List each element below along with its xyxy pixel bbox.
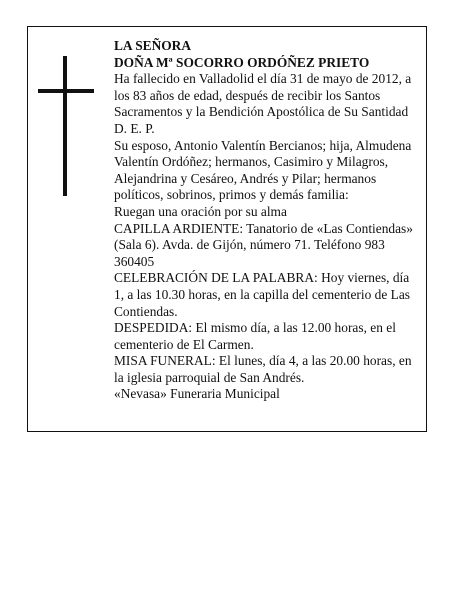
death-announcement: Ha fallecido en Valladolid el día 31 de mayo de 2012, a los 83 años de edad, después de recibir los Santos Sacramentos y la Bendición Apostólica de Su Santidad D. E. P.	[114, 71, 412, 136]
obituary-text	[114, 38, 422, 403]
cross-horizontal-bar	[38, 89, 94, 93]
funeral-mass-info: MISA FUNERAL: El lunes, día 4, a las 20.00 horas, en la iglesia parroquial de San Andrés.	[114, 353, 412, 385]
deceased-title: LA SEÑORA	[114, 38, 192, 53]
cross-icon	[38, 56, 94, 196]
funeral-chapel-info: CAPILLA ARDIENTE: Tanatorio de «Las Contiendas» (Sala 6). Avda. de Gijón, número 71. Teléfono 983 360405	[114, 220, 413, 269]
celebration-info: CELEBRACIÓN DE LA PALABRA: Hoy viernes, día 1, a las 10.30 horas, en la capilla del cementerio de Las Contiendas.	[114, 270, 410, 319]
deceased-name: DOÑA Mª SOCORRO ORDÓÑEZ PRIETO	[114, 54, 370, 70]
cross-vertical-bar	[63, 56, 67, 196]
family-list: Su esposo, Antonio Valentín Bercianos; hija, Almudena Valentín Ordóñez; hermanos, Casimiro y Milagros, Alejandrina y Cesáreo, Andrés y Pilar; hermanos políticos, sobrinos, primos y demás familia:	[114, 137, 412, 203]
prayer-request: Ruegan una oración por su alma	[114, 203, 287, 219]
farewell-info: DESPEDIDA: El mismo día, a las 12.00 horas, en el cementerio de El Carmen.	[114, 320, 396, 352]
funeral-home: «Nevasa» Funeraria Municipal	[114, 386, 280, 402]
